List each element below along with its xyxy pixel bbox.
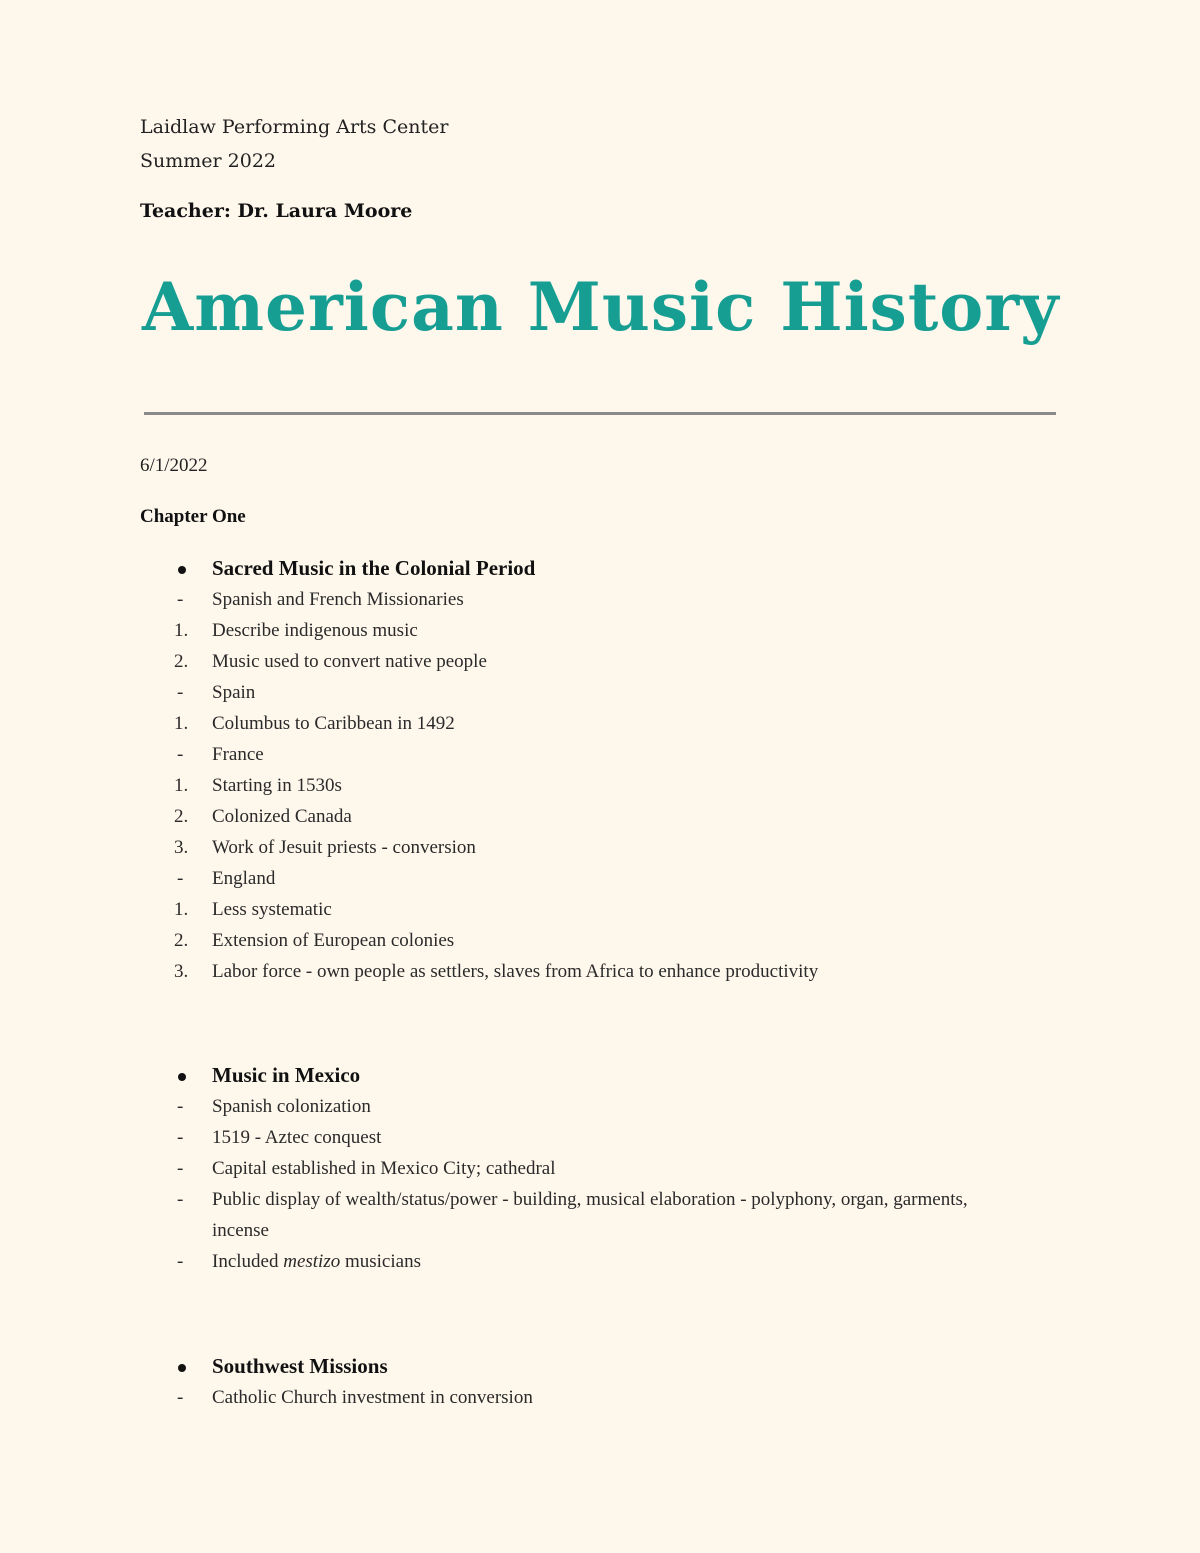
teacher-name: Teacher: Dr. Laura Moore [140, 200, 413, 222]
term-label: Summer 2022 [140, 150, 277, 172]
list-item: - Included mestizo musicians [177, 1251, 421, 1272]
list-item: - Catholic Church investment in conversion [177, 1387, 533, 1408]
section-mexico [0, 1060, 1200, 1277]
list-item: - Public display of wealth/status/power - building, musical elaboration - polyphony, organ, garments, incense [177, 1189, 968, 1241]
list-item: 3. Work of Jesuit priests - conversion [174, 837, 476, 858]
section-heading: Music in Mexico [0, 1060, 1200, 1091]
list-item: 3. Labor force - own people as settlers, slaves from Africa to enhance productivity [174, 961, 819, 982]
list-item: - 1519 - Aztec conquest [177, 1127, 382, 1148]
list-item: 2. Colonized Canada [174, 806, 352, 827]
list-item: 2. Extension of European colonies [174, 930, 455, 951]
section-colonial [0, 553, 1200, 987]
section-heading: Sacred Music in the Colonial Period [0, 553, 1200, 584]
date-label: 6/1/2022 [140, 455, 208, 476]
list-item: 1. Describe indigenous music [174, 620, 418, 641]
bullet-icon [178, 1073, 186, 1081]
list-item: - Spanish and French Missionaries [177, 589, 464, 610]
bullet-icon [178, 566, 186, 574]
horizontal-divider [144, 412, 1056, 415]
page-title: American Music History [142, 268, 1060, 346]
list-item: - Capital established in Mexico City; cathedral [177, 1158, 556, 1179]
list-item: 1. Columbus to Caribbean in 1492 [174, 713, 455, 734]
list-item: 2. Music used to convert native people [174, 651, 487, 672]
chapter-heading: Chapter One [140, 506, 246, 527]
list-item: 1. Less systematic [174, 899, 332, 920]
section-heading: Southwest Missions [0, 1351, 1200, 1382]
list-item: 1. Starting in 1530s [174, 775, 342, 796]
list-item: - Spain [177, 682, 256, 703]
section-southwest [0, 1351, 1200, 1413]
organization-name: Laidlaw Performing Arts Center [140, 116, 449, 138]
list-item: - France [177, 744, 264, 765]
list-item: - Spanish colonization [177, 1096, 371, 1117]
bullet-icon [178, 1364, 186, 1372]
list-item: - England [177, 868, 276, 889]
